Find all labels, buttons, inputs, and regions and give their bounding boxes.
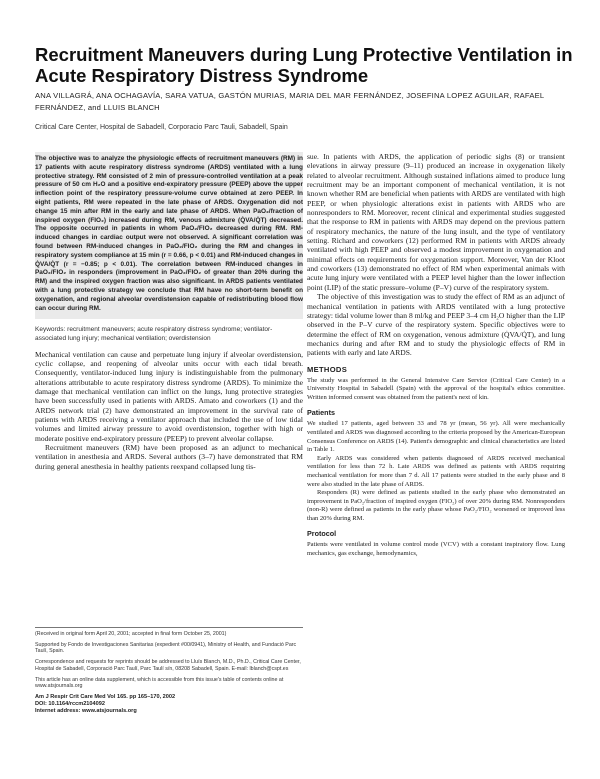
footnote-supplement: This article has an online data supplement, which is accessible from this issue's table of contents online at www.atsjournals.org <box>35 676 284 690</box>
left-column <box>35 152 303 471</box>
intro-paragraph-1: Mechanical ventilation can cause and perpetuate lung injury if alveolar overdistension, cyclic collapse, and reopening of alveolar units occur with each tidal breath. Consequently, ventilator-induced lung injury is indistinguishable from the pulmonary alterations attributable to acute respiratory distress syndrome (ARDS). To minimize the damage that mechanical ventilation can inflict on the lungs, lung protective strategies have been successfully used in patients with ARDS. Amato and coworkers (1) and the ARDS network trial (2) have demonstrated an improvement in the survival rate of patients with ARDS receiving a ventilator approach that included the use of low tidal volumes and limited airway pressure to avoid overdistension, together with high or moderate positive end-expiratory pressure (PEEP) to prevent alveolar collapse. <box>35 349 303 443</box>
right-column <box>307 152 565 559</box>
patients-heading: Patients <box>307 408 335 418</box>
footnotes <box>35 627 303 715</box>
protocol-paragraph: Patients were ventilated in volume control mode (VCV) with a constant inspiratory flow. Lung mechanics, gas exchange, hemodynamics, <box>307 541 565 558</box>
affiliation: Critical Care Center, Hospital de Sabadell, Corporacio Parc Tauli, Sabadell, Spain <box>35 124 288 131</box>
footnote-received: (Received in original form April 20, 2001; accepted in final form October 25, 2001) <box>35 631 227 637</box>
methods-heading: METHODS <box>307 364 348 374</box>
methods-paragraph: The study was performed in the General Intensive Care Service (Critical Care Center) in a University Hospital in Sabadell (Spain) with the approval of the hospital's ethics committee. Written informed consent was obtained from the patient's next of kin. <box>307 376 565 401</box>
objective-paragraph: The objective of this investigation was to study the effect of RM as an adjunct of mechanical ventilation in patients with ARDS ventilated with a lung protective strategy: tidal volume lower than 8 ml/kg and PEEP 3–4 cm H₂O higher than the LIP observed in the P–V curve of the respiratory system. Specific objectives were to determine the effect of RM on oxygenation, venous admixture (Q̇VA/Q̇T), and lung mechanics during and after RM and to study the physiologic effects of RM in patients with early and late ARDS. <box>307 292 565 358</box>
protocol-heading: Protocol <box>307 529 337 539</box>
footnote-support: Supported by Fondo de Investigaciones Sanitarias (expedient #00/0941), Ministry of Health, and Fundació Parc Taulí, Spain. <box>35 641 297 655</box>
article-title: Recruitment Maneuvers during Lung Protective Ventilation in Acute Respiratory Distress Syndrome <box>35 44 573 86</box>
journal-volume-line: Am J Respir Crit Care Med Vol 165. pp 165–170, 2002 <box>35 693 176 700</box>
intro-paragraph-3: sue. In patients with ARDS, the application of periodic sighs (8) or transient elevations in airway pressure (9–11) produced an increase in oxygenation likely related to alveolar recruitment. Although sustained inflations aimed to produce lung recruitment may be an important component of mechanical ventilation, it is not known whether RM are beneficial when patients with ARDS are ventilated with high PEEP, or when physiologic alterations exist in patients with ARDS who are nonresponders to RM. Moreover, recent clinical and experimental studies suggested that the response to RM in patients with ARDS may depend on the previous pattern of respiratory mechanics, the nature of the lung insult, and the type of ventilatory setting. Richard and coworkers (12) performed RM in patients with ARDS already ventilated with high PEEP and observed a modest improvement in oxygenation and minimal effects on requirements for oxygenation support. Moreover, Van der Kloot and coworkers (13) demonstrated no effect of RM when experimental animals with acute lung injury were ventilated with a PEEP level higher than the lower inflection point (LIP) of the static pressure–volume (P–V) curve of the respiratory system. <box>307 152 565 292</box>
patients-paragraph-2: Early ARDS was considered when patients diagnosed of ARDS received mechanical ventilation for less than 72 h. Late ARDS was defined as patients with ARDS requiring mechanical ventilation for more than 7 d. All 17 patients were studied in the early phase and 8 were also studied in the late phase of ARDS. <box>307 454 565 488</box>
journal-doi-line: DOI: 10.1164/rccm2104092 <box>35 701 105 708</box>
footnote-correspondence: Correspondence and requests for reprints should be addressed to Lluís Blanch, M.D., Ph.D., Critical Care Center, Hospital de Sabadell, Corporació Parc Taulí, Parc Taulí s/n, 08208 Sabadell, Spain. E-mail: lblanch@cspt.es <box>35 659 301 672</box>
journal-citation <box>35 694 303 715</box>
journal-url-line: Internet address: www.atsjournals.org <box>35 708 137 715</box>
intro-paragraph-2: Recruitment maneuvers (RM) have been proposed as an adjunct to mechanical ventilation in anesthesia and ARDS. Several authors (3–7) have demonstrated that RM during general anesthesia in healthy patients reexpand collapsed lung tis- <box>35 442 303 471</box>
abstract: The objective was to analyze the physiologic effects of recruitment maneuvers (RM) in 17 patients with acute respiratory distress syndrome (ARDS) ventilated with a lung protective strategy. RM consisted of 2 min of pressure-controlled ventilation at a peak pressure of 50 cm H₂O and a positive end-expiratory pressure (PEEP) above the upper inflection point of the respiratory pressure-volume curve obtained at zero PEEP. In eight patients, RM were repeated in the late phase of ARDS. Oxygenation did not change 15 min after RM in the early and late phase of ARDS. When PaO₂/fraction of inspired oxygen (FIO₂) increased during RM, venous admixture (Q̇VA/Q̇T) decreased. The opposite occurred in patients in whom PaO₂/FIO₂ decreased during RM. RM-induced changes in cardiac output were not observed. A significant correlation was found between RM-induced changes in PaO₂/FIO₂ during the RM and changes in respiratory system compliance at 15 min (r = 0.66, p < 0.01) and RM-induced changes in Q̇VA/Q̇T (r = −0.85; p < 0.01). The correlation between RM-induced changes in PaO₂/FIO₂ in responders (improvement in PaO₂/FIO₂ of greater than 20% during the RM) and the inspired oxygen fraction was also significant. In ARDS patients ventilated with a lung protective strategy we conclude that RM have no short-term benefit on oxygenation, and regional alveolar overdistension capable of redistributing blood flow can occur during RM. <box>35 152 303 319</box>
patients-paragraph-3: Responders (R) were defined as patients studied in the early phase who demonstrated an improvement in PaO₂/fraction of inspired oxygen (FIO₂) of over 20% during RM. Nonresponders (non-R) were defined as patients in the early phase whose PaO₂/FIO₂ worsened or improved less than 20% during RM. <box>307 489 565 522</box>
author-list: ANA VILLAGRÁ, ANA OCHAGAVÍA, SARA VATUA, GASTÓN MURIAS, MARIA DEL MAR FERNÁNDEZ, JOSEFINA LOPEZ AGUILAR, RAFAEL FERNÁNDEZ, and LLUIS BLANCH <box>35 91 545 112</box>
patients-paragraph-1: We studied 17 patients, aged between 33 and 78 yr (mean, 56 yr). All were mechanically ventilated and ARDS was diagnosed according to the criteria proposed by the American-European Consensus Conference on ARDS (14). Patient's demographic and clinical characteristics are listed in Table 1. <box>307 420 565 454</box>
keywords: Keywords: recruitment maneuvers; acute respiratory distress syndrome; ventilator-associated lung injury; mechanical ventilation; overdistension <box>35 326 273 342</box>
